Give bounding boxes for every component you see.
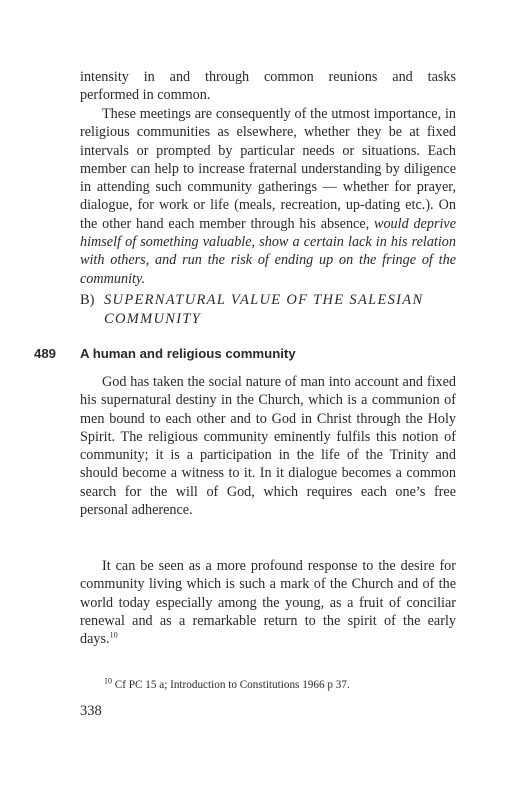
page-number: 338: [80, 703, 102, 719]
section-heading: [80, 291, 460, 328]
paragraph-text: God has taken the social nature of man into account and fixed his supernatural destiny in the Church, which is a communion of men bound to each other and to God in Christ through the Holy Spirit. The religious community eminently fulfils this notion of community; it is a participation in the life of the Trinity and should become a witness to it. In it dialogue becomes a common search for the will of God, which requires each one’s free personal adherence.: [80, 374, 456, 519]
footnote: [104, 676, 350, 691]
text-line: performed in common.: [80, 87, 211, 104]
paragraph-plain-text: These meetings are consequently of the utmost importance, in religious communities as elsewhere, whether they be at fixed intervals or prompted by particular needs or situations. Each member can help to increase fraternal understanding by diligence in attending such community gatherings — whether for prayer, dialogue, for work or life (meals, recreation, up-dating etc.). On the other hand each member through his absence,: [80, 106, 456, 232]
continued-paragraph: [80, 68, 456, 105]
paragraph-meetings: [80, 105, 456, 288]
article-title: A human and religious community: [80, 346, 296, 361]
section-title-line-2: COMMUNITY: [104, 310, 202, 327]
paragraph-plain-text: It can be seen as a more profound response to the desire for community living which is such a mark of the Church and of the world today especially among the young, as a fruit of conciliar renewal and as a remarkable return to the spirit of the early days.: [80, 558, 456, 648]
text-line: intensity in and through common reunions and tasks: [80, 69, 456, 85]
paragraph-italic-text: would deprive himself of something valuable, show a certain lack in his relation with others, and run the risk of ending up on the fringe of the community.: [80, 215, 457, 287]
paragraph-profound-response: [80, 557, 456, 648]
article-number: 489: [34, 346, 57, 361]
paragraph-text: [80, 105, 456, 288]
footnote-marker: 10: [104, 676, 112, 686]
footnote-reference: 10: [109, 630, 118, 640]
paragraph-human-religious: [80, 373, 456, 519]
footnote-text: Cf PC 15 a; Introduction to Constitutions 1966 p 37.: [114, 679, 350, 691]
section-title-line-1: SUPERNATURAL VALUE OF THE SALESIAN: [104, 292, 424, 308]
paragraph-text: [80, 557, 456, 648]
section-letter: B): [80, 292, 95, 308]
